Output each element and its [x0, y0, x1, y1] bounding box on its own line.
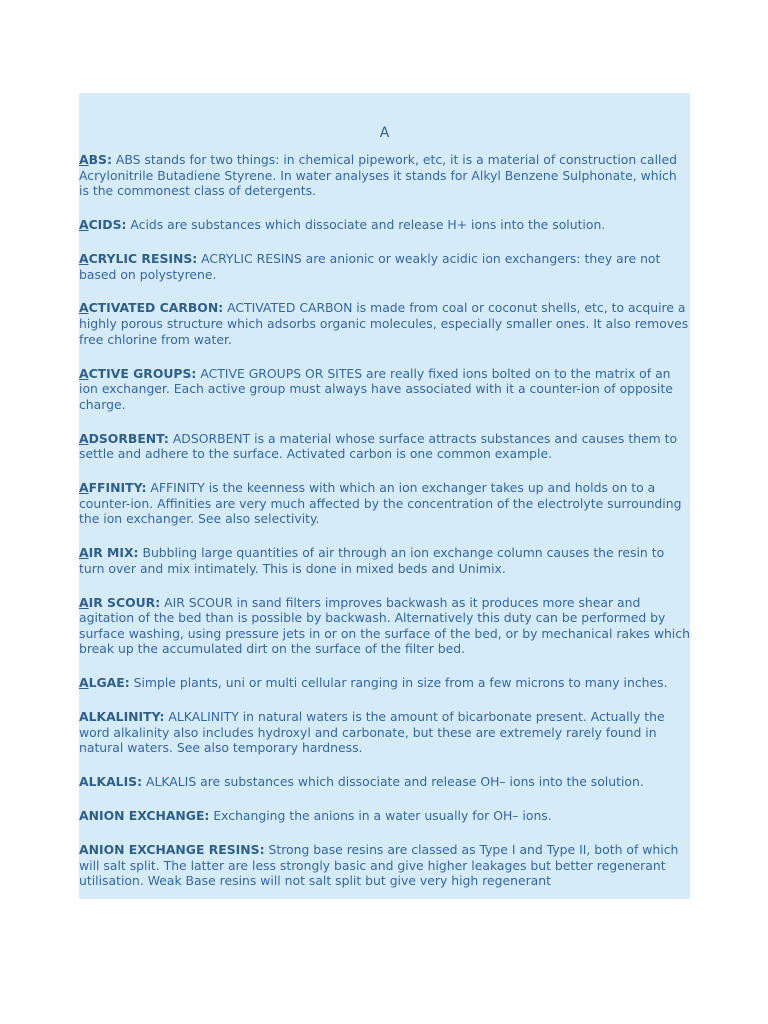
glossary-entry-air-scour [79, 595, 690, 657]
entry-definition: Strong base resins are classed as Type I and Type II, both of which will salt split. The latter are less strongly basic and give higher leakages but better regenerant utilisation. Weak Base resins will not salt split but give very high regenerant [79, 842, 679, 889]
section-letter: A [379, 125, 390, 141]
glossary-entry-anion-exchange-resins [79, 842, 690, 889]
entry-term: ANION EXCHANGE RESINS: [79, 842, 265, 858]
entry-term: ALKALINITY: [79, 709, 165, 725]
glossary-entry-abs [79, 152, 690, 199]
entry-term: ABS: [79, 152, 112, 167]
entry-definition: Exchanging the anions in a water usually for OH– ions. [209, 808, 552, 824]
glossary-entry-active-groups [79, 366, 690, 413]
entry-definition: ALKALIS are substances which dissociate and release OH– ions into the solution. [142, 774, 644, 790]
glossary-entry-acrylic-resins [79, 251, 690, 282]
glossary-entry-affinity [79, 480, 690, 527]
entry-definition: Simple plants, uni or multi cellular ranging in size from a few microns to many inches. [129, 675, 668, 691]
entry-term: ACTIVATED CARBON: [79, 300, 224, 316]
entry-definition: ACTIVATED CARBON is made from coal or coconut shells, etc, to acquire a highly porous structure which adsorbs organic molecules, especially smaller ones. It also removes free chlorine from water. [79, 300, 689, 347]
entry-definition: AIR SCOUR in sand filters improves backwash as it produces more shear and agitation of the bed than is possible by backwash. Alternatively this duty can be performed by surface washing, using pressure jets in or on the surface of the bed, or by mechanical rakes which break up the accumulated dirt on the surface of the filter bed. [79, 594, 690, 657]
entry-definition: Bubbling large quantities of air through an ion exchange column causes the resin to turn over and mix intimately. This is done in mixed beds and Unimix. [79, 545, 665, 576]
entry-definition: ABS stands for two things: in chemical pipework, etc, it is a material of construction called Acrylonitrile Butadiene Styrene. In water analyses it stands for Alkyl Benzene Sulphonate, which is the commonest class of detergents. [79, 152, 677, 199]
glossary-entry-algae [79, 675, 690, 691]
entry-definition: ALKALINITY in natural waters is the amount of bicarbonate present. Actually the word alkalinity also includes hydroxyl and carbonate, but these are extremely rarely found in natural waters. See also temporary hardness. [79, 709, 665, 756]
glossary-entry-alkalis [79, 774, 690, 790]
glossary-page [79, 93, 690, 899]
entry-term: AIR SCOUR: [79, 594, 161, 610]
glossary-entry-anion-exchange [79, 808, 690, 824]
entry-definition: ACTIVE GROUPS OR SITES are really fixed ions bolted on to the matrix of an ion exchanger. Each active group must always have associated with it a counter-ion of opposite charge. [79, 365, 673, 412]
entry-term: ANION EXCHANGE: [79, 808, 210, 824]
entry-definition: ACRYLIC RESINS are anionic or weakly acidic ion exchangers: they are not based on polystyrene. [79, 250, 661, 282]
entry-term: AFFINITY: [79, 480, 147, 496]
glossary-entry-acids [79, 217, 690, 233]
entry-term: ALKALIS: [79, 774, 143, 790]
entry-term: ACTIVE GROUPS: [79, 365, 197, 381]
glossary-entry-air-mix [79, 545, 690, 576]
glossary-entry-adsorbent [79, 431, 690, 462]
entry-term: ACIDS: [79, 217, 127, 233]
entry-definition: Acids are substances which dissociate and release H+ ions into the solution. [126, 217, 606, 233]
entry-definition: ADSORBENT is a material whose surface attracts substances and causes them to settle and adhere to the surface. Activated carbon is one common example. [79, 430, 678, 462]
entry-term: ADSORBENT: [79, 430, 169, 446]
entry-term: ALGAE: [79, 675, 130, 691]
entry-term: ACRYLIC RESINS: [79, 250, 198, 266]
entry-term: AIR MIX: [79, 545, 139, 561]
glossary-entry-activated-carbon [79, 300, 690, 347]
glossary-entry-alkalinity [79, 709, 690, 756]
entry-definition: AFFINITY is the keenness with which an ion exchanger takes up and holds on to a counter-ion. Affinities are very much affected by the concentration of the electrolyte surrounding the ion exchanger. See also selectivity. [79, 480, 682, 527]
